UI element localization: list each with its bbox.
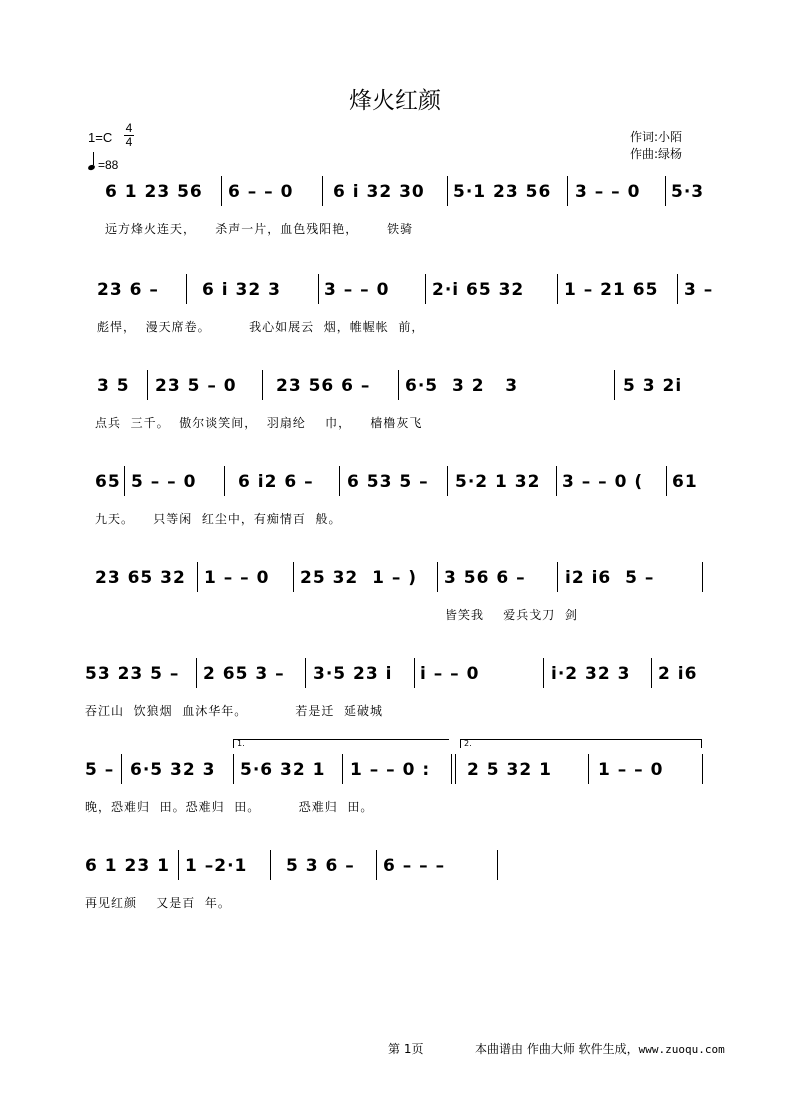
repeat-barline [455,754,456,784]
measure: 3 – – 0 [324,280,390,300]
measure: 2 65 3 – [203,664,285,684]
notes-row [0,280,790,310]
measure: 6 – – – [383,856,446,876]
time-signature [123,122,135,149]
barline [221,176,222,206]
barline [567,176,568,206]
measure: 5·6 32 1 [240,760,326,780]
barline [447,176,448,206]
notes-row [0,472,790,502]
barline [339,466,340,496]
lyricist-credit: 作词:小陌 [630,130,683,144]
quarter-note-icon [87,164,95,171]
notes-row [0,568,790,598]
measure: 23 56 6 – [276,376,371,396]
measure: i·2 32 3 [551,664,631,684]
measure: 5 3 6 – [286,856,355,876]
barline [702,562,703,592]
measure: 23 6 – [97,280,159,300]
measure: i – – 0 [420,664,480,684]
measure: 2 i6 [658,664,698,684]
barline [666,466,667,496]
barline [178,850,179,880]
measure: 1 – – 0 [204,568,270,588]
measure: 3 – [684,280,714,300]
measure: 6 1 23 1 [85,856,170,876]
barline [322,176,323,206]
meter-bottom: 4 [125,135,133,149]
measure: 6 1 23 56 [105,182,203,202]
barline [557,274,558,304]
measure: 23 65 32 [95,568,186,588]
barline [262,370,263,400]
page-number: 第 1页 [388,1042,424,1056]
barline [305,658,306,688]
measure: 1 – – 0 : [350,760,431,780]
measure: 6·5 3 2 3 [405,376,519,396]
barline [342,754,343,784]
measure: 1 – 21 65 [564,280,659,300]
meter-top: 4 [125,121,133,135]
lyrics-line: 点兵 三千。 傲尔谈笑间， 羽扇纶 巾， 樯橹灰飞 [95,416,423,430]
measure: 23 5 – 0 [155,376,237,396]
barline [588,754,589,784]
measure: 3 – – 0 [575,182,641,202]
measure: 6 – – 0 [228,182,294,202]
measure: 6·5 32 3 [130,760,216,780]
measure: 6 53 5 – [347,472,429,492]
notes-row [0,856,790,886]
barline [614,370,615,400]
measure: 5 – [85,760,115,780]
lyrics-line: 九天。 只等闲 红尘中，有痴情百 般。 [95,512,342,526]
repeat-barline [451,754,452,784]
barline [398,370,399,400]
measure: 65 [95,472,121,492]
measure: 1 – – 0 [598,760,664,780]
notes-row [0,664,790,694]
measure: 5·1 23 56 [453,182,552,202]
tempo-marking [88,156,118,172]
barline [665,176,666,206]
measure: 53 23 5 – [85,664,180,684]
measure: 5 3 2i [623,376,683,396]
lyrics-line: 再见红颜 又是百 年。 [85,896,231,910]
barline [702,754,703,784]
measure: 6 i 32 30 [333,182,425,202]
volta-bracket-1 [233,739,449,748]
barline [196,658,197,688]
barline [121,754,122,784]
barline [224,466,225,496]
measure: 5·3 [671,182,705,202]
generator-text: 本曲谱由 作曲大师 软件生成， [475,1042,639,1056]
barline [651,658,652,688]
notes-row [0,182,790,212]
barline [197,562,198,592]
barline [557,562,558,592]
tempo-value: =88 [98,158,119,172]
lyrics-line: 皆笑我 爱兵戈刀 剑 [445,608,578,622]
barline [677,274,678,304]
measure: 5 – – 0 [131,472,197,492]
barline [293,562,294,592]
key-signature: 1=C [88,130,113,145]
measure: 61 [672,472,698,492]
measure: 3 56 6 – [444,568,526,588]
barline [425,274,426,304]
barline [147,370,148,400]
barline [124,466,125,496]
score-title: 烽火红颜 [349,88,441,114]
barline [233,754,234,784]
barline [318,274,319,304]
composer-credit: 作曲:绿杨 [630,147,683,161]
lyrics-line: 彪悍， 漫天席卷。 我心如展云 烟，帷幄帐 前， [97,320,425,334]
measure: 5·2 1 32 [455,472,541,492]
barline [497,850,498,880]
generator-note [475,1040,725,1057]
measure: 3 5 [97,376,130,396]
measure: 1 –2·1 [185,856,248,876]
measure: 6 i2 6 – [238,472,314,492]
volta-bracket-2 [460,739,702,748]
barline [447,466,448,496]
measure: 3·5 23 i [313,664,393,684]
measure: 2 5 32 1 [467,760,552,780]
notes-row [0,760,790,790]
barline [186,274,187,304]
lyrics-line: 远方烽火连天， 杀声一片，血色残阳艳， 铁骑 [105,222,414,236]
measure: 2·i 65 32 [432,280,525,300]
measure: 6 i 32 3 [202,280,281,300]
measure: i2 i6 5 – [565,568,655,588]
volta-label: 2. [464,739,472,748]
generator-url: www.zuoqu.com [638,1043,725,1056]
lyrics-line: 晚，恐难归 田。恐难归 田。 恐难归 田。 [85,800,374,814]
volta-label: 1. [237,739,245,748]
measure: 25 32 1 – ) [300,568,418,588]
notes-row [0,376,790,406]
barline [376,850,377,880]
barline [414,658,415,688]
barline [270,850,271,880]
barline [437,562,438,592]
measure: 3 – – 0 ( [562,472,644,492]
lyrics-line: 吞江山 饮狼烟 血沐华年。 若是迁 延破城 [85,704,384,718]
barline [556,466,557,496]
note-stem [93,152,94,165]
barline [543,658,544,688]
